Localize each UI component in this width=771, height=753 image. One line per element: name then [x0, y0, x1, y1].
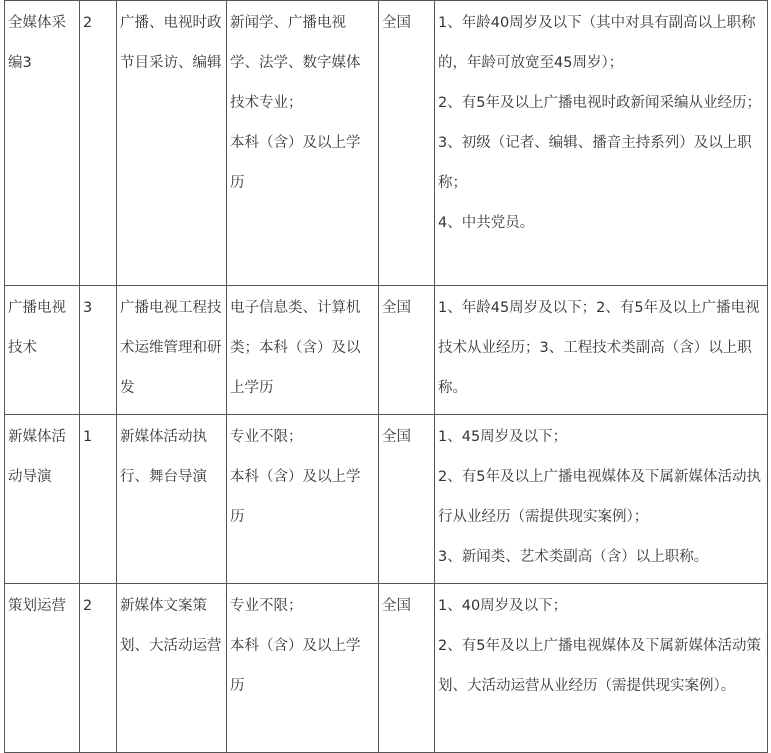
count-cell: 2: [80, 1, 117, 286]
major-cell: [227, 286, 379, 415]
requirement-line: 3、新闻类、艺术类副高（含）以上职称。: [438, 549, 709, 565]
major-line: 本科（含）及以上学历: [230, 638, 361, 694]
table-row: [5, 584, 768, 753]
requirement-line: 1、45周岁及以下；: [438, 429, 568, 445]
duties-cell: 广播、电视时政节目采访、编辑: [117, 1, 227, 286]
requirement-line: 3、初级（记者、编辑、播音主持系列）及以上职称；: [438, 135, 752, 191]
scope-cell: 全国: [379, 415, 435, 584]
scope-cell: 全国: [379, 286, 435, 415]
major-line: 本科（含）及以上学历: [230, 135, 361, 191]
major-line: 新闻学、广播电视学、法学、数字媒体技术专业；: [230, 15, 361, 111]
major-cell: [227, 415, 379, 584]
requirement-line: 4、中共党员。: [438, 215, 535, 231]
position-cell: 广播电视技术: [5, 286, 80, 415]
count-cell: 1: [80, 415, 117, 584]
requirement-line: 2、有5年及以上广播电视媒体及下属新媒体活动执行从业经历（需提供现实案例）；: [438, 469, 761, 525]
position-cell: 策划运营: [5, 584, 80, 753]
requirements-cell: [435, 584, 768, 753]
major-line: 专业不限；: [230, 598, 303, 614]
scope-cell: 全国: [379, 584, 435, 753]
duties-cell: 新媒体活动执行、舞台导演: [117, 415, 227, 584]
major-line: 电子信息类、计算机类；本科（含）及以上学历: [230, 300, 361, 396]
requirement-line: 1、40周岁及以下；: [438, 598, 568, 614]
duties-cell: 新媒体文案策划、大活动运营: [117, 584, 227, 753]
major-line: 专业不限；: [230, 429, 303, 445]
position-cell: 新媒体活动导演: [5, 415, 80, 584]
requirement-line: 1、年龄45周岁及以下；2、有5年及以上广播电视技术从业经历；3、工程技术类副高（含）以上职称。: [438, 300, 760, 396]
job-requirements-table: [4, 0, 768, 753]
requirements-cell: [435, 286, 768, 415]
requirement-line: 1、年龄40周岁及以下（其中对具有副高以上职称的，年龄可放宽至45周岁）；: [438, 15, 756, 71]
major-cell: [227, 1, 379, 286]
count-cell: 3: [80, 286, 117, 415]
position-cell: 全媒体采编3: [5, 1, 80, 286]
table-row: [5, 415, 768, 584]
table-row: [5, 286, 768, 415]
table-row: [5, 1, 768, 286]
scope-cell: 全国: [379, 1, 435, 286]
major-cell: [227, 584, 379, 753]
duties-cell: 广播电视工程技术运维管理和研发: [117, 286, 227, 415]
requirement-line: 2、有5年及以上广播电视媒体及下属新媒体活动策划、大活动运营从业经历（需提供现实案例）。: [438, 638, 761, 694]
major-line: 本科（含）及以上学历: [230, 469, 361, 525]
requirements-cell: [435, 415, 768, 584]
requirements-cell: [435, 1, 768, 286]
count-cell: 2: [80, 584, 117, 753]
requirement-line: 2、有5年及以上广播电视时政新闻采编从业经历；: [438, 95, 761, 111]
